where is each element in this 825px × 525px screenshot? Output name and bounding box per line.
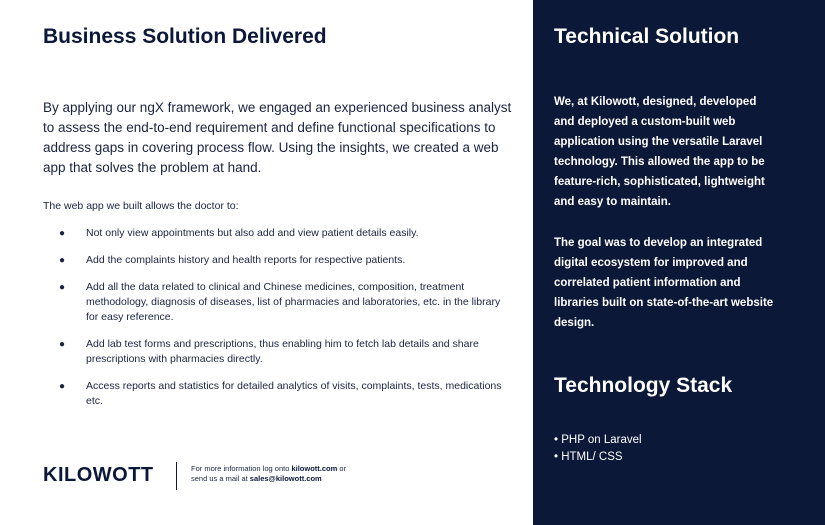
footer-mail-prefix: send us a mail at <box>191 474 250 483</box>
business-solution-heading: Business Solution Delivered <box>43 25 327 48</box>
features-list <box>43 226 503 421</box>
bullet-icon: ● <box>59 228 66 239</box>
list-item-text: Add lab test forms and prescriptions, thus enabling him to fetch lab details and share prescriptions with pharmacies directly. <box>86 338 479 365</box>
technical-solution-paragraph: We, at Kilowott, designed, developed and deployed a custom-built web application using the versatile Laravel technology. This allowed the app to be feature-rich, sophisticated, lightweight and easy to maintain. <box>554 96 765 208</box>
bullet-icon: ● <box>59 339 66 350</box>
bullet-icon: ● <box>59 381 66 392</box>
email-link[interactable]: sales@kilowott.com <box>249 474 322 483</box>
list-item <box>43 226 503 241</box>
technology-stack-list <box>554 432 642 466</box>
intro-paragraph: By applying our ngX framework, we engaged an experienced business analyst to assess the end-to-end requirement and define functional specifications to address gaps in covering process flow. Using the insights, we created a web app that solves the problem at hand. <box>43 100 512 175</box>
website-link[interactable]: kilowott.com <box>291 464 338 473</box>
list-item <box>43 337 503 367</box>
bullet-icon: ● <box>59 282 66 293</box>
footer-info-suffix: or <box>337 464 347 473</box>
list-item <box>43 253 503 268</box>
list-item <box>43 280 503 325</box>
goal-paragraph: The goal was to develop an integrated digital ecosystem for improved and correlated patient information and libraries built on state-of-the-art website design. <box>554 237 774 329</box>
features-lead-text: The web app we built allows the doctor to: <box>43 200 239 212</box>
list-item-text: Not only view appointments but also add and view patient details easily. <box>86 227 419 239</box>
footer-divider <box>176 462 177 490</box>
technical-solution-heading: Technical Solution <box>554 25 740 48</box>
list-item: • PHP on Laravel <box>554 434 642 446</box>
footer-info-prefix: For more information log onto <box>191 464 292 473</box>
list-item-text: Access reports and statistics for detailed analytics of visits, complaints, tests, medications etc. <box>86 380 502 407</box>
kilowott-logo[interactable]: KILOWOTT <box>43 464 154 486</box>
list-item: • HTML/ CSS <box>554 451 623 463</box>
technology-stack-heading: Technology Stack <box>554 374 733 397</box>
list-item-text: Add all the data related to clinical and Chinese medicines, composition, treatment methodology, diagnosis of diseases, list of pharmacies and laboratories, etc. in the library for easy reference. <box>86 281 501 323</box>
footer-contact-text <box>191 464 391 484</box>
list-item <box>43 379 503 409</box>
list-item-text: Add the complaints history and health reports for respective patients. <box>86 254 406 266</box>
bullet-icon: ● <box>59 255 66 266</box>
